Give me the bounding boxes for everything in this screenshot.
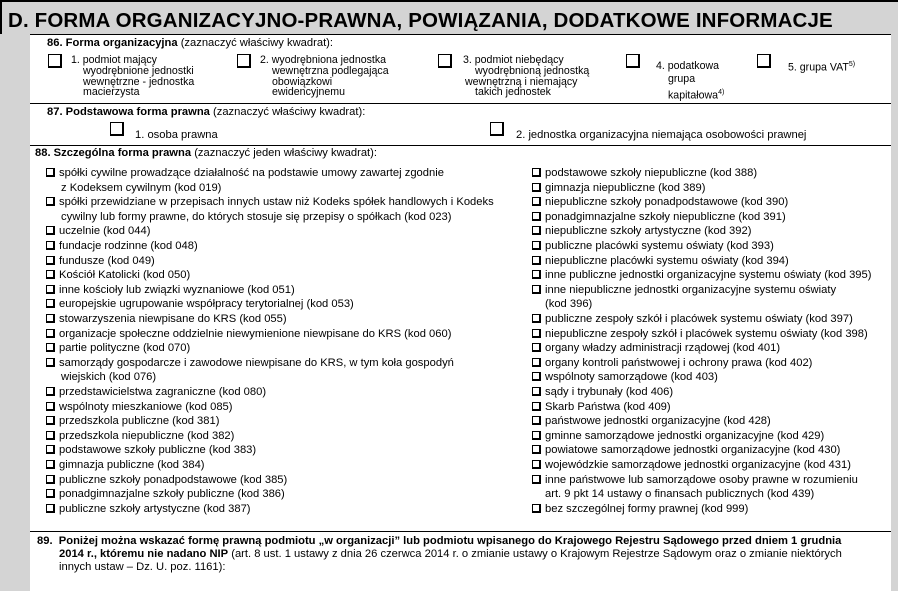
checkbox[interactable] bbox=[46, 197, 55, 206]
checkbox[interactable] bbox=[532, 329, 541, 338]
q88-label bbox=[35, 147, 377, 159]
option-label: podstawowe szkoły publiczne (kod 383) bbox=[59, 444, 257, 457]
q88-left-option-8[interactable] bbox=[46, 297, 354, 312]
option-label: niepubliczne placówki systemu oświaty (kod 394) bbox=[545, 254, 789, 267]
checkbox[interactable] bbox=[46, 168, 55, 177]
q86-option-4-checkbox[interactable] bbox=[626, 54, 640, 68]
option-label: europejskie ugrupowanie współpracy terytorialnej (kod 053) bbox=[59, 298, 354, 311]
q88-right-option-4[interactable] bbox=[532, 210, 786, 225]
option-label: samorządy gospodarcze i zawodowe niewpisane do KRS, w tym koła gospodyń bbox=[59, 356, 454, 369]
option-label: organizacje społeczne oddzielnie niewymienione niewpisane do KRS (kod 060) bbox=[59, 327, 452, 340]
checkbox[interactable] bbox=[532, 445, 541, 454]
q86-option-2-checkbox[interactable] bbox=[237, 54, 251, 68]
checkbox[interactable] bbox=[532, 270, 541, 279]
checkbox[interactable] bbox=[532, 183, 541, 192]
section-title: D. FORMA ORGANIZACYJNO-PRAWNA, POWIĄZANIA, DODATKOWE INFORMACJE bbox=[8, 9, 833, 32]
checkbox[interactable] bbox=[46, 256, 55, 265]
q86-option-5-label: 5. grupa VAT$^{5)}$ bbox=[788, 61, 856, 74]
checkbox[interactable] bbox=[46, 285, 55, 294]
checkbox[interactable] bbox=[532, 343, 541, 352]
q88-section bbox=[30, 145, 891, 531]
checkbox[interactable] bbox=[532, 460, 541, 469]
q88-hint: (zaznaczyć jeden właściwy kwadrat): bbox=[194, 147, 377, 159]
q88-right-option-6[interactable] bbox=[532, 239, 774, 254]
q88-right-option-10[interactable] bbox=[532, 312, 853, 327]
checkbox[interactable] bbox=[46, 431, 55, 440]
q88-right-option-17[interactable] bbox=[532, 414, 771, 429]
option-label-continued: art. 9 pkt 14 ustawy o finansach publicznych (kod 439) bbox=[545, 488, 815, 501]
checkbox[interactable] bbox=[532, 431, 541, 440]
option-label: przedszkola publiczne (kod 381) bbox=[59, 415, 220, 428]
option-label: publiczne placówki systemu oświaty (kod 393) bbox=[545, 240, 774, 252]
option-label: bez szczególnej formy prawnej (kod 999) bbox=[545, 502, 749, 515]
q88-right-option-7[interactable] bbox=[532, 254, 789, 269]
q88-title: Szczególna forma prawna bbox=[53, 147, 192, 159]
option-label-continued: (kod 396) bbox=[545, 298, 593, 311]
q87-number: 87. bbox=[47, 106, 63, 118]
q88-right-option-20[interactable] bbox=[532, 458, 851, 473]
q88-left-option-21[interactable] bbox=[46, 502, 251, 517]
q88-right-option-5[interactable] bbox=[532, 224, 751, 239]
checkbox[interactable] bbox=[532, 256, 541, 265]
q88-left-option-10[interactable] bbox=[46, 327, 451, 342]
q88-right-option-18[interactable] bbox=[532, 429, 824, 444]
checkbox[interactable] bbox=[532, 285, 541, 294]
q86-option-3-checkbox[interactable] bbox=[438, 54, 452, 68]
option-label: inne państwowe lub samorządowe osoby prawne w rozumieniu bbox=[545, 473, 858, 486]
q86-option-1-checkbox[interactable] bbox=[48, 54, 62, 68]
option-label: spółki przewidziane w przepisach innych ustaw niż Kodeks spółek handlowych i Kodeks bbox=[59, 196, 494, 209]
checkbox[interactable] bbox=[46, 343, 55, 352]
q88-left-option-4[interactable] bbox=[46, 239, 198, 254]
option-label: Kościół Katolicki (kod 050) bbox=[59, 269, 191, 282]
q88-left-option-5[interactable] bbox=[46, 254, 155, 269]
q88-right-option-9[interactable] bbox=[532, 283, 836, 298]
q88-right-option-8[interactable] bbox=[532, 268, 871, 283]
checkbox[interactable] bbox=[46, 504, 55, 513]
q87-option-1-checkbox[interactable] bbox=[110, 122, 124, 136]
checkbox[interactable] bbox=[532, 475, 541, 484]
q89-normal-line-2: (art. 8 ust. 1 ustawy z dnia 26 czerwca 2014 r. o zmianie ustawy o Krajowym Rejestrze Sądowym oraz o zmianie niektórych bbox=[228, 548, 842, 560]
q87-option-2-label: 2. jednostka organizacyjna niemająca osobowości prawnej bbox=[516, 129, 807, 141]
option-label: Skarb Państwa (kod 409) bbox=[545, 400, 671, 413]
checkbox[interactable] bbox=[46, 387, 55, 396]
q88-right-option-22[interactable] bbox=[532, 502, 748, 517]
q86-hint: (zaznaczyć właściwy kwadrat): bbox=[180, 37, 334, 49]
option-label: wspólnoty samorządowe (kod 403) bbox=[545, 371, 718, 384]
q88-right-option-16[interactable] bbox=[532, 400, 671, 415]
q88-right-option-14[interactable] bbox=[532, 370, 718, 385]
q88-right-option-11[interactable] bbox=[532, 327, 868, 342]
checkbox[interactable] bbox=[46, 460, 55, 469]
option-label: niepubliczne szkoły ponadpodstawowe (kod 390) bbox=[545, 196, 789, 209]
checkbox[interactable] bbox=[532, 372, 541, 381]
q88-left-option-3[interactable] bbox=[46, 224, 150, 239]
q88-right-option-1[interactable] bbox=[532, 166, 757, 181]
q88-left-option-12[interactable] bbox=[46, 356, 454, 371]
checkbox[interactable] bbox=[46, 445, 55, 454]
q88-left-option-6[interactable] bbox=[46, 268, 190, 283]
option-label: spółki cywilne prowadzące działalność na podstawie umowy zawartej zgodnie bbox=[59, 167, 444, 179]
checkbox[interactable] bbox=[46, 270, 55, 279]
q88-right-option-12[interactable] bbox=[532, 341, 780, 356]
checkbox[interactable] bbox=[532, 416, 541, 425]
q89-number: 89. bbox=[37, 535, 53, 547]
checkbox[interactable] bbox=[532, 358, 541, 367]
q88-right-option-19[interactable] bbox=[532, 443, 840, 458]
option-label: niepubliczne zespoły szkół i placówek systemu oświaty (kod 398) bbox=[545, 327, 868, 340]
q88-left-option-18[interactable] bbox=[46, 458, 205, 473]
option-label: inne kościoły lub związki wyznaniowe (kod 051) bbox=[59, 283, 295, 296]
checkbox[interactable] bbox=[46, 475, 55, 484]
option-label: uczelnie (kod 044) bbox=[59, 225, 151, 238]
q86-option-3-label: 3. podmiot niebędący wyodrębnioną jednostką wewnętrzną i niemający takich jednostek bbox=[463, 54, 590, 99]
checkbox[interactable] bbox=[532, 226, 541, 235]
q86-option-1-label: 1. podmiot mający wyodrębnione jednostki wewnętrzne - jednostka macierzysta bbox=[71, 54, 195, 99]
checkbox[interactable] bbox=[532, 314, 541, 323]
q88-right-option-21[interactable] bbox=[532, 473, 858, 488]
option-label: gimnazja publiczne (kod 384) bbox=[59, 459, 205, 471]
option-label: publiczne zespoły szkół i placówek systemu oświaty (kod 397) bbox=[545, 313, 853, 325]
option-label: powiatowe samorządowe jednostki organizacyjne (kod 430) bbox=[545, 444, 841, 457]
q88-left-option-16[interactable] bbox=[46, 429, 234, 444]
q86-title: Forma organizacyjna bbox=[65, 37, 178, 49]
right-gutter bbox=[891, 34, 898, 591]
checkbox[interactable] bbox=[532, 387, 541, 396]
checkbox[interactable] bbox=[46, 489, 55, 498]
checkbox[interactable] bbox=[46, 402, 55, 411]
q89-bold-line-1: Poniżej można wskazać formę prawną podmiotu „w organizacji” lub podmiotu wpisanego do Krajowego Rejestru Sądowego przed dniem 1 grudnia bbox=[58, 535, 842, 547]
option-label: inne niepubliczne jednostki organizacyjne systemu oświaty bbox=[545, 283, 837, 296]
q88-left-option-1[interactable] bbox=[46, 166, 444, 181]
option-label: fundusze (kod 049) bbox=[59, 254, 155, 267]
option-label: przedszkola niepubliczne (kod 382) bbox=[59, 429, 235, 442]
q88-left-option-17[interactable] bbox=[46, 443, 256, 458]
checkbox[interactable] bbox=[46, 241, 55, 250]
option-label: stowarzyszenia niewpisane do KRS (kod 055) bbox=[59, 313, 287, 325]
option-label: podstawowe szkoły niepubliczne (kod 388) bbox=[545, 167, 758, 179]
q88-number: 88. bbox=[35, 147, 51, 159]
q88-left-option-20[interactable] bbox=[46, 487, 285, 502]
q86-option-5-checkbox[interactable] bbox=[757, 54, 771, 68]
q88-left-option-13[interactable] bbox=[46, 385, 266, 400]
q89-line-2 bbox=[59, 548, 842, 560]
q87-option-2-checkbox[interactable] bbox=[490, 122, 504, 136]
checkbox[interactable] bbox=[532, 504, 541, 513]
option-label: ponadgimnazjalne szkoły publiczne (kod 386) bbox=[59, 488, 285, 501]
option-label: publiczne szkoły artystyczne (kod 387) bbox=[59, 502, 251, 515]
checkbox[interactable] bbox=[46, 299, 55, 308]
checkbox[interactable] bbox=[46, 226, 55, 235]
q87-section bbox=[30, 103, 891, 145]
q86-section bbox=[30, 34, 891, 103]
q88-left-option-9[interactable] bbox=[46, 312, 287, 327]
q87-label bbox=[47, 106, 365, 118]
q88-right-option-2[interactable] bbox=[532, 181, 705, 196]
option-label: przedstawicielstwa zagraniczne (kod 080) bbox=[59, 386, 267, 398]
checkbox[interactable] bbox=[46, 358, 55, 367]
option-label: organy władzy administracji rządowej (kod 401) bbox=[545, 342, 781, 355]
checkbox[interactable] bbox=[46, 416, 55, 425]
q87-option-1-label: 1. osoba prawna bbox=[135, 129, 218, 141]
checkbox[interactable] bbox=[532, 212, 541, 221]
option-label: organy kontroli państwowej i ochrony prawa (kod 402) bbox=[545, 356, 813, 369]
q89-line-1 bbox=[37, 535, 841, 547]
q88-right-option-3[interactable] bbox=[532, 195, 788, 210]
checkbox[interactable] bbox=[532, 197, 541, 206]
q88-left-option-19[interactable] bbox=[46, 473, 287, 488]
q88-right-option-15[interactable] bbox=[532, 385, 673, 400]
checkbox[interactable] bbox=[532, 168, 541, 177]
option-label: państwowe jednostki organizacyjne (kod 428) bbox=[545, 415, 771, 428]
option-label: inne publiczne jednostki organizacyjne systemu oświaty (kod 395) bbox=[545, 269, 872, 282]
q86-option-4-label: 4. podatkowa grupa kapitałowa$^{4)}$ bbox=[656, 60, 725, 102]
q89-section bbox=[30, 531, 891, 591]
option-label: publiczne szkoły ponadpodstawowe (kod 385) bbox=[59, 473, 288, 486]
option-label: sądy i trybunały (kod 406) bbox=[545, 386, 674, 398]
q87-title: Podstawowa forma prawna bbox=[65, 106, 210, 118]
q86-number: 86. bbox=[47, 37, 63, 49]
checkbox[interactable] bbox=[46, 329, 55, 338]
q88-left-option-15[interactable] bbox=[46, 414, 219, 429]
section-header bbox=[0, 0, 898, 34]
option-label: gimnazja niepubliczne (kod 389) bbox=[545, 181, 706, 194]
q88-left-option-14[interactable] bbox=[46, 400, 233, 415]
option-label: gminne samorządowe jednostki organizacyjne (kod 429) bbox=[545, 429, 825, 442]
q87-hint: (zaznaczyć właściwy kwadrat): bbox=[213, 106, 366, 118]
q88-left-option-11[interactable] bbox=[46, 341, 190, 356]
checkbox[interactable] bbox=[532, 402, 541, 411]
option-label-continued: cywilny lub formy prawne, do których stosuje się przepisy o spółkach (kod 023) bbox=[61, 210, 452, 223]
option-label: niepubliczne szkoły artystyczne (kod 392) bbox=[545, 225, 752, 238]
option-label-continued: wiejskich (kod 076) bbox=[61, 371, 157, 384]
q88-left-option-2[interactable] bbox=[46, 195, 494, 210]
q86-label bbox=[47, 37, 333, 49]
option-label: fundacje rodzinne (kod 048) bbox=[59, 240, 198, 252]
option-label-continued: z Kodeksem cywilnym (kod 019) bbox=[61, 181, 222, 194]
option-label: wojewódzkie samorządowe jednostki organizacyjne (kod 431) bbox=[545, 459, 851, 471]
option-label: wspólnoty mieszkaniowe (kod 085) bbox=[59, 400, 233, 413]
q89-line-3: innych ustaw – Dz. U. poz. 1161): bbox=[59, 561, 226, 573]
left-gutter bbox=[0, 34, 30, 591]
q88-right-option-13[interactable] bbox=[532, 356, 812, 371]
q89-bold-line-2: 2014 r., któremu nie nadano NIP bbox=[59, 548, 229, 560]
q88-left-option-7[interactable] bbox=[46, 283, 295, 298]
checkbox[interactable] bbox=[46, 314, 55, 323]
checkbox[interactable] bbox=[532, 241, 541, 250]
q86-option-2-label: 2. wyodrębniona jednostka wewnętrzna podlegająca obowiązkowi ewidencyjnemu bbox=[260, 54, 389, 99]
option-label: ponadgimnazjalne szkoły niepubliczne (kod 391) bbox=[545, 210, 786, 223]
option-label: partie polityczne (kod 070) bbox=[59, 342, 191, 355]
